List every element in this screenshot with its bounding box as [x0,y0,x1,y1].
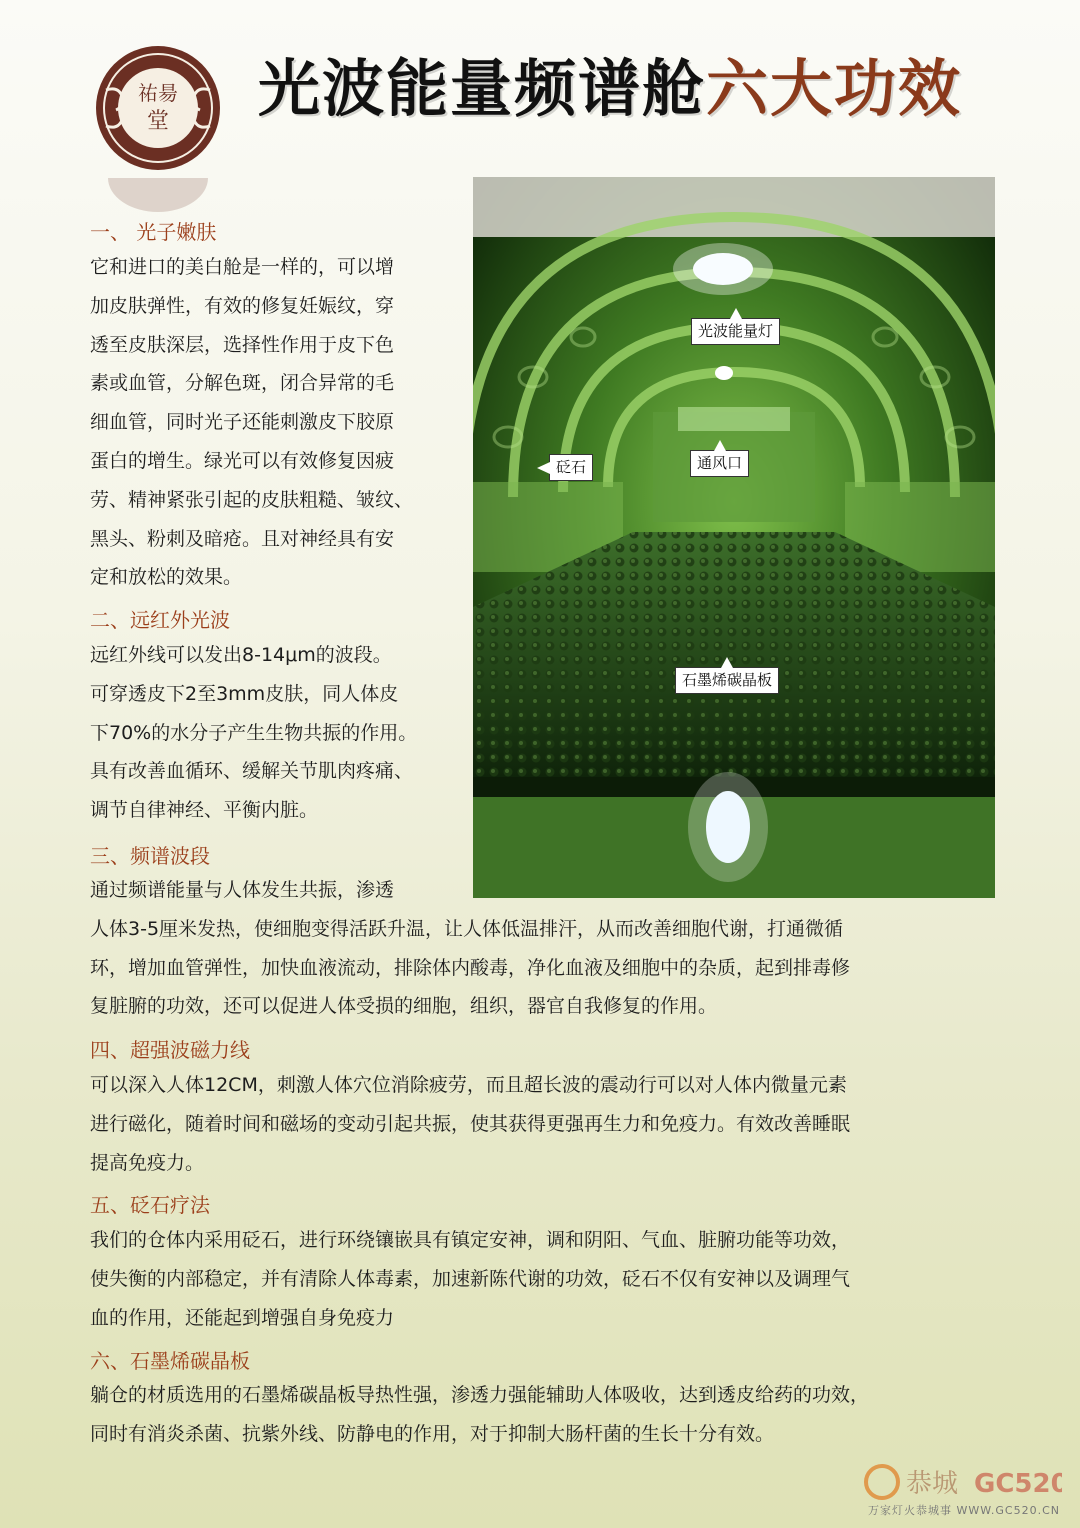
text-line: 具有改善血循环、缓解关节肌肉疼痛、 [90,760,414,783]
callout-stone: 砭石 [549,454,593,481]
section-heading: 五、砭石疗法 [90,1193,210,1217]
text-line: 提高免疫力。 [90,1151,205,1174]
text-line: 可以深入人体12CM，刺激人体穴位消除疲劳，而且超长波的震动行可以对人体内微量元素 [90,1074,847,1096]
logo-reflection [104,178,212,214]
text-line: 进行磁化，随着时间和磁场的变动引起共振，使其获得更强再生力和免疫力。有效改善睡眠 [90,1112,851,1135]
text-line: 透至皮肤深层，选择性作用于皮下色 [90,333,395,356]
text-line: 人体3-5厘米发热，使细胞变得活跃升温，让人体低温排汗，从而改善细胞代谢，打通微循 [90,917,844,940]
text-line: 定和放松的效果。 [90,566,243,589]
text-line: 同时有消炎杀菌、抗紫外线、防静电的作用，对于抑制大肠杆菌的生长十分有效。 [90,1422,775,1445]
text-line: 蛋白的增生。绿光可以有效修复因疲 [90,449,395,472]
text-line: 躺仓的材质选用的石墨烯碳晶板导热性强，渗透力强能辅助人体吸收，达到透皮给药的功效， [90,1384,870,1406]
text-line: 我们的仓体内采用砭石，进行环绕镶嵌具有镇定安神，调和阴阳、气血、脏腑功能等功效， [90,1229,851,1251]
section-heading: 二、远红外光波 [90,608,230,632]
text-line: 环，增加血管弹性，加快血液流动，排除体内酸毒，净化血液及细胞中的杂质，起到排毒修 [90,956,851,979]
section-body [90,871,1000,1026]
text-line: 黑头、粉刺及暗疮。且对神经具有安 [90,527,395,550]
text-line: 它和进口的美白舱是一样的，可以增 [90,256,395,278]
title-main: 光波能量频谱舱 [258,52,707,125]
text-line: 细血管，同时光子还能刺激皮下胶原 [90,411,395,434]
logo-seal [92,42,224,174]
text-line: 调节自律神经、平衡内脏。 [90,799,319,822]
watermark-site: GC520 [974,1469,1062,1499]
section-body [90,1221,1000,1337]
section-body [90,1376,1000,1454]
svg-text:恭城: 恭城 [906,1469,959,1499]
text-line: 使失衡的内部稳定，并有清除人体毒素，加速新陈代谢的功效，砭石不仅有安神以及调理气 [90,1267,851,1290]
svg-text:堂: 堂 [146,109,170,134]
text-line: 下70%的水分子产生生物共振的作用。 [90,721,418,744]
text-line: 复脏腑的功效，还可以促进人体受损的细胞，组织，器官自我修复的作用。 [90,995,718,1018]
section-body [90,1066,1000,1182]
text-line: 素或血管，分解色斑，闭合异常的毛 [90,372,395,395]
callout-lamp: 光波能量灯 [691,318,780,345]
text-line: 可穿透皮下2至3mm皮肤，同人体皮 [90,682,399,705]
title-accent: 六大功效 [706,52,963,125]
section-heading: 六、石墨烯碳晶板 [90,1349,250,1373]
text-line: 通过频谱能量与人体发生共振，渗透 [90,879,395,901]
page-title [258,52,963,125]
svg-text:祐昜: 祐昜 [138,81,178,105]
section-body [90,248,460,597]
text-line: 远红外线可以发出8-14μm的波段。 [90,644,392,666]
text-line: 劳、精神紧张引起的皮肤粗糙、皱纹、 [90,488,414,511]
section-heading: 四、超强波磁力线 [90,1038,250,1062]
section-heading: 三、频谱波段 [90,844,210,868]
watermark-url: 万家灯火恭城事 WWW.GC520.CN [868,1504,1060,1517]
section-heading: 一、 光子嫩肤 [90,220,217,244]
callout-vent: 通风口 [690,450,749,477]
capsule-photo [473,177,995,898]
callout-board: 石墨烯碳晶板 [675,667,779,694]
section-body [90,636,460,830]
text-line: 血的作用，还能起到增强自身免疫力 [90,1306,395,1329]
text-line: 加皮肤弹性，有效的修复妊娠纹，穿 [90,294,395,317]
